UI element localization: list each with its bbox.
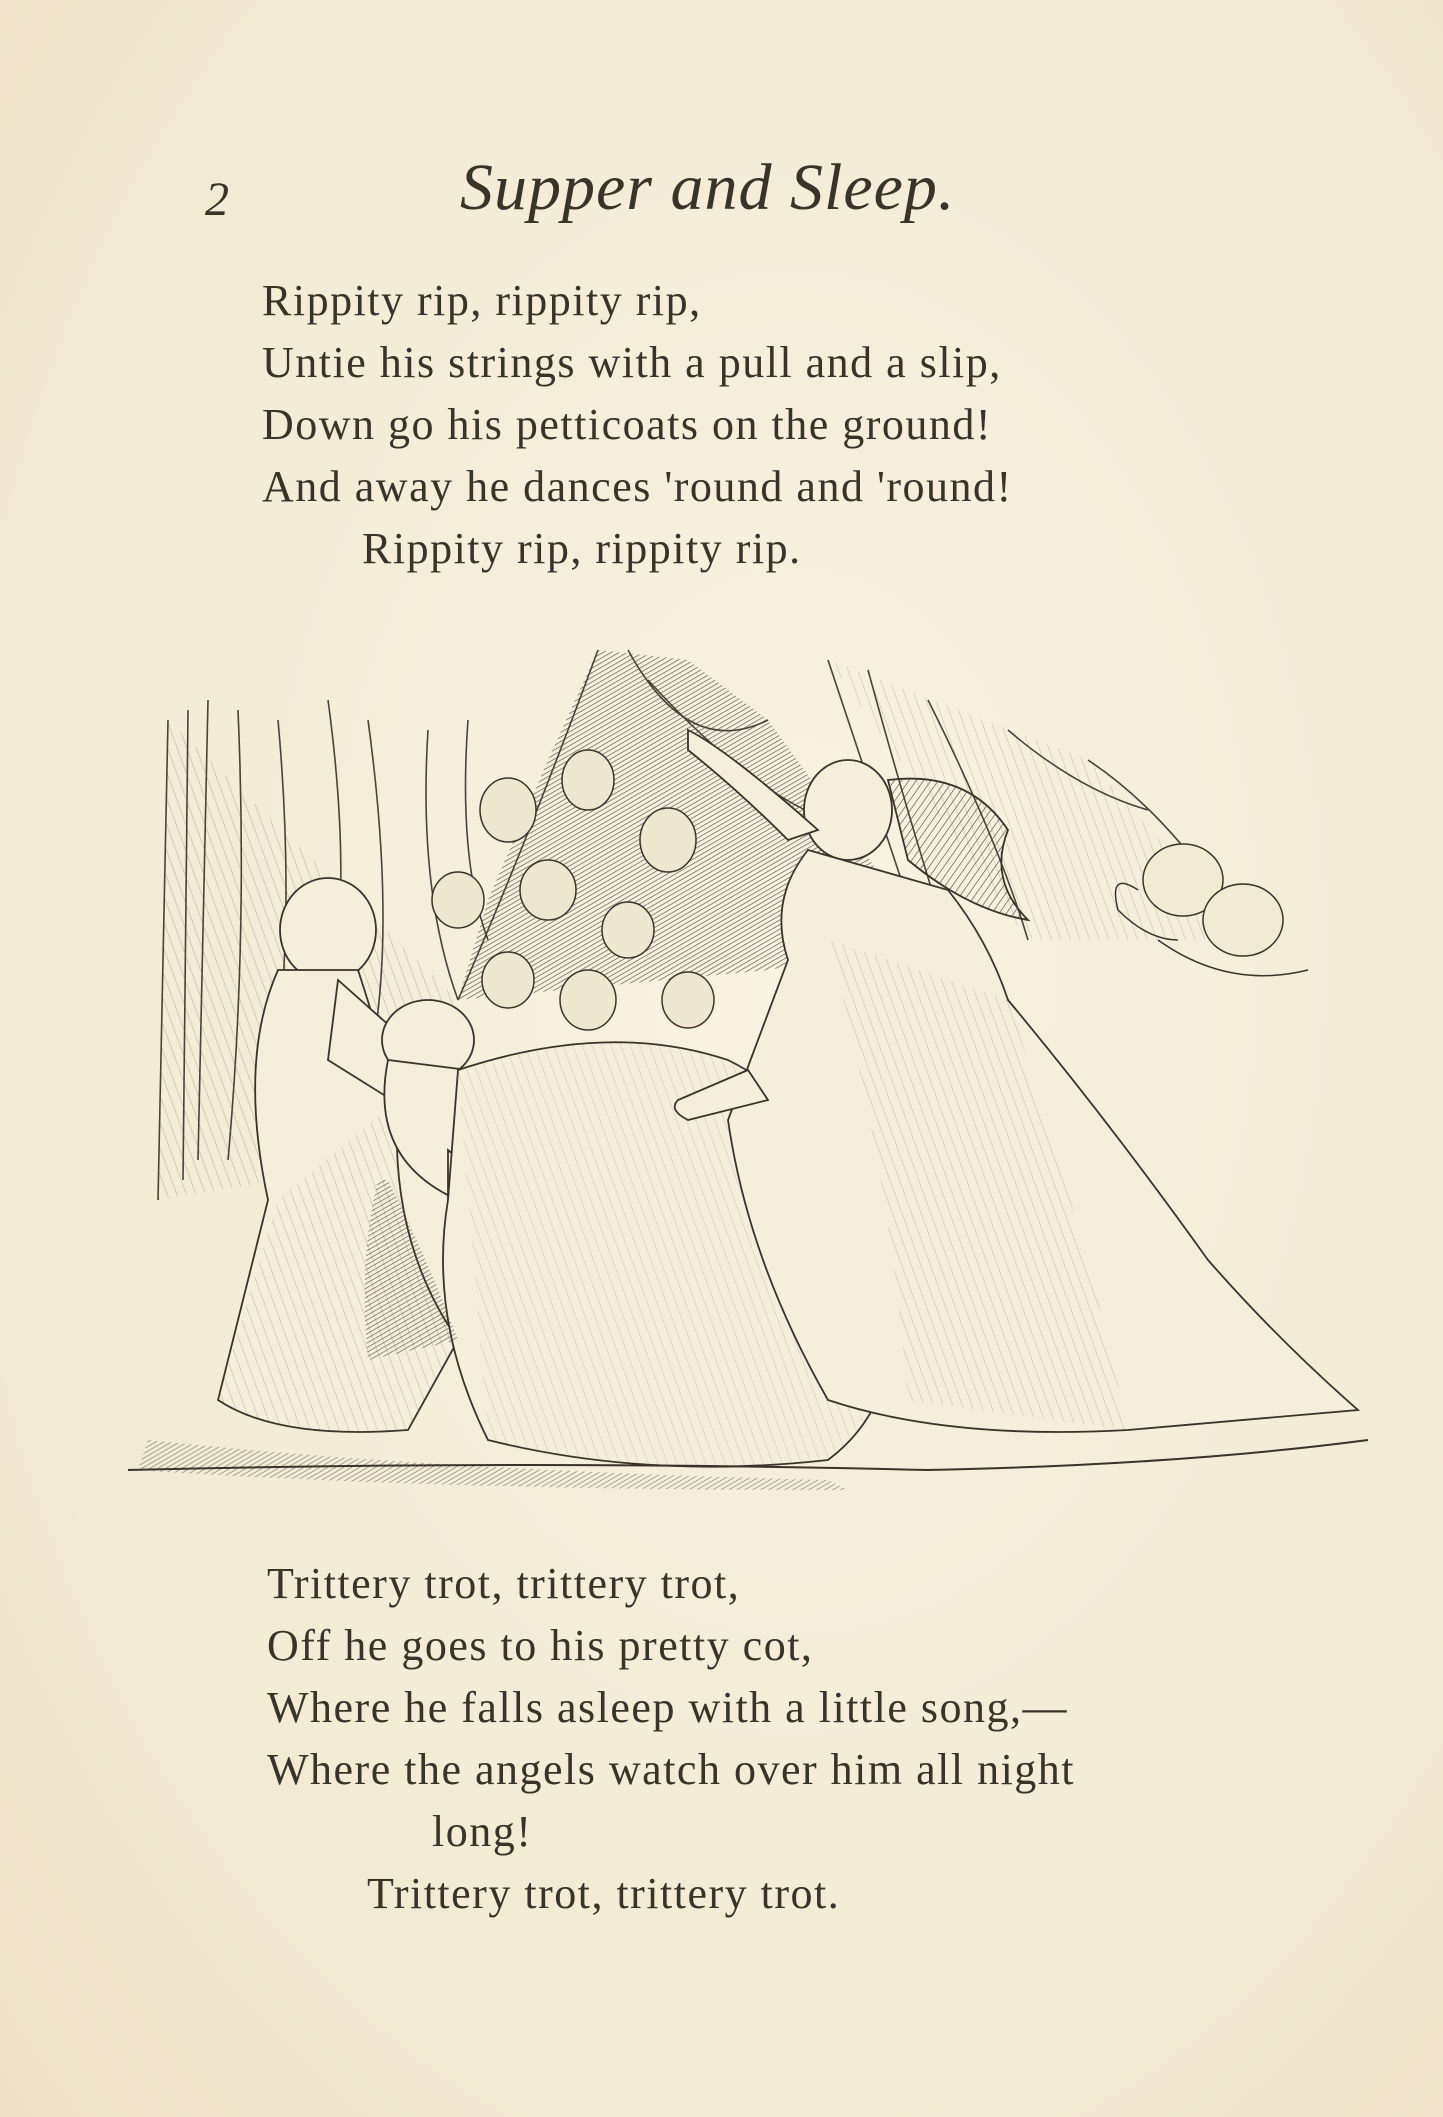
engraving-children-bedside-angels-icon <box>128 640 1378 1500</box>
poem-line: Trittery trot, trittery trot, <box>267 1559 741 1608</box>
poem-line: Where the angels watch over him all night <box>267 1745 1076 1794</box>
poem-line: Rippity rip, rippity rip, <box>262 276 702 325</box>
poem-line: Where he falls asleep with a little song,— <box>267 1683 1068 1732</box>
running-title: Supper and Sleep. <box>460 151 956 224</box>
poem-line: Untie his strings with a pull and a slip, <box>262 338 1002 387</box>
poem-line: Down go his petticoats on the ground! <box>262 400 993 449</box>
poem-line: long! <box>432 1807 533 1856</box>
poem-refrain-line: Rippity rip, rippity rip. <box>362 524 802 573</box>
page-number: 2 <box>205 173 229 226</box>
poem-stanza-2 <box>267 1553 1075 1925</box>
engraving-illustration <box>128 640 1378 1500</box>
poem-line: Off he goes to his pretty cot, <box>267 1621 814 1670</box>
poem-line: And away he dances 'round and 'round! <box>262 462 1013 511</box>
poem-refrain-line: Trittery trot, trittery trot. <box>367 1869 841 1918</box>
poem-stanza-1 <box>262 270 1013 580</box>
